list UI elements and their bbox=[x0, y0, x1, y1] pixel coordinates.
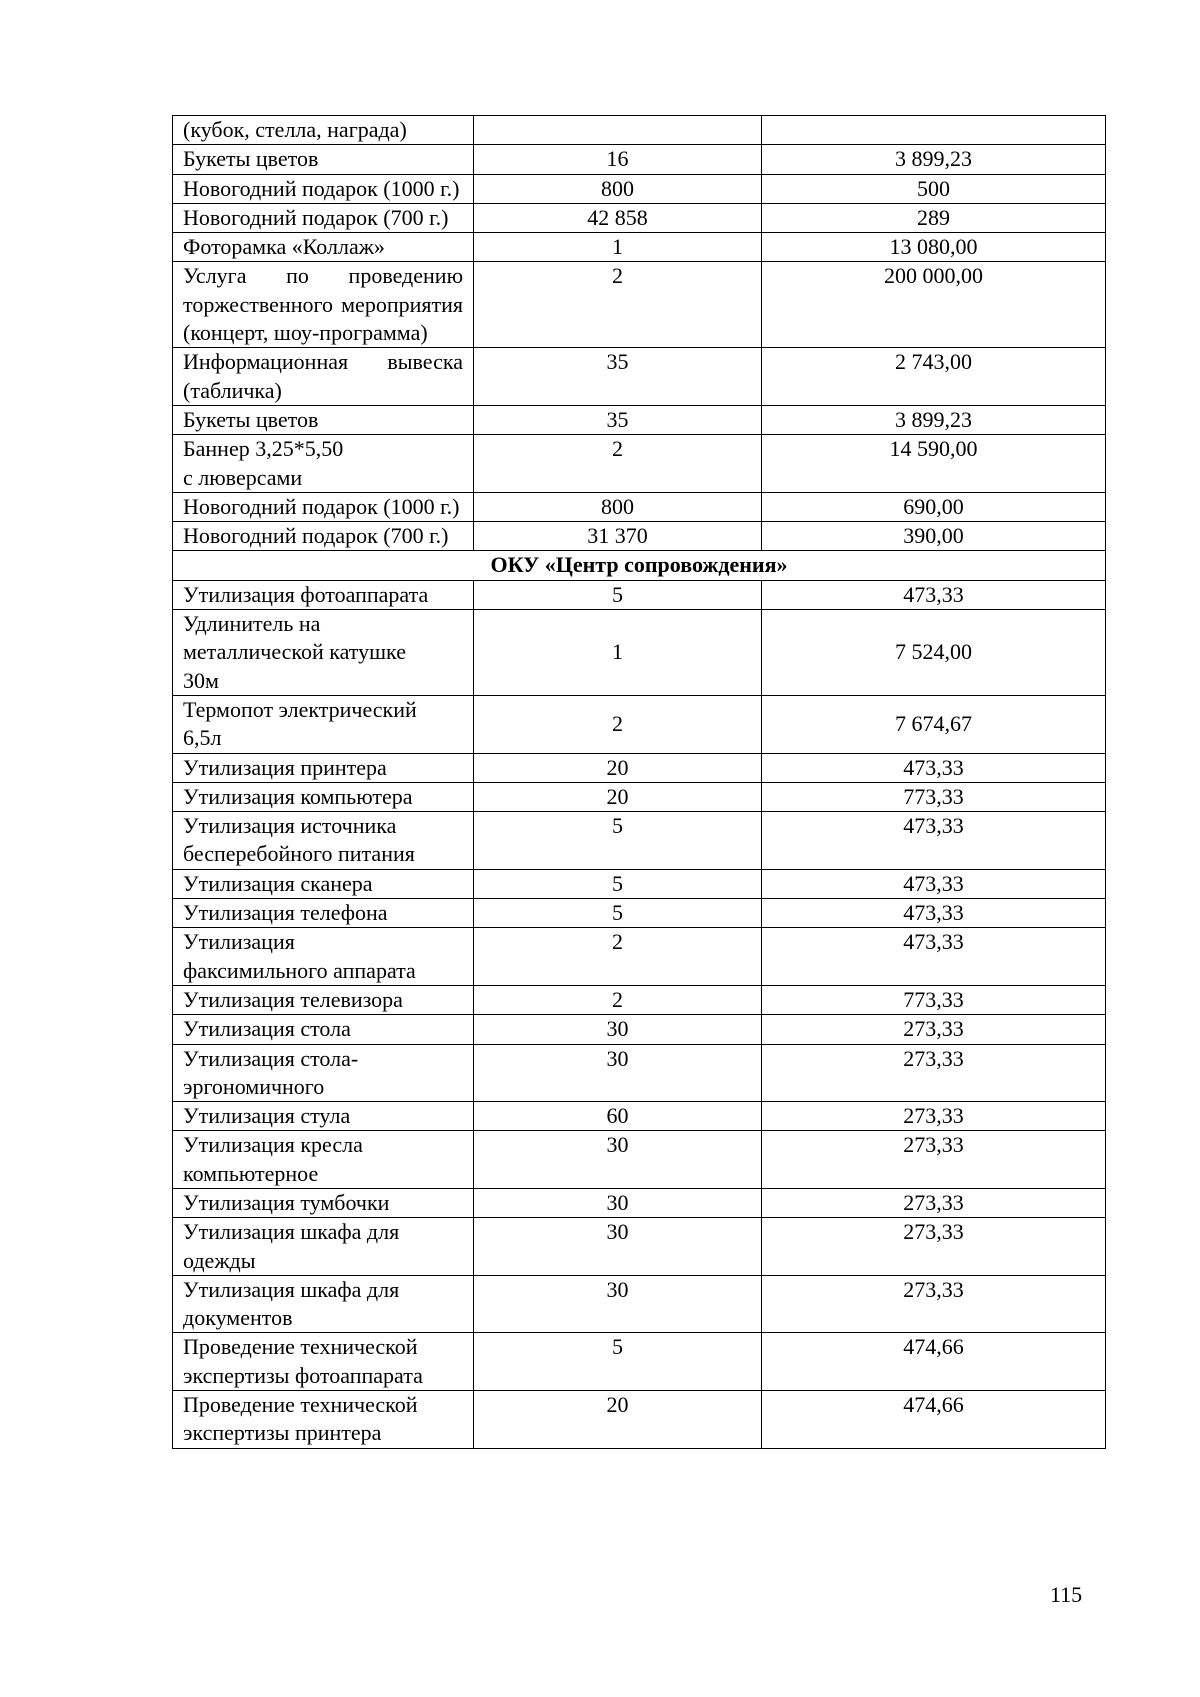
item-name-cell: Новогодний подарок (1000 г.) bbox=[173, 174, 474, 203]
item-name-cell: Букеты цветов bbox=[173, 145, 474, 174]
price-cell: 7 524,00 bbox=[762, 610, 1106, 696]
table-row bbox=[173, 610, 1106, 696]
table-row bbox=[173, 233, 1106, 262]
quantity-cell: 31 370 bbox=[474, 522, 762, 551]
price-cell: 200 000,00 bbox=[762, 262, 1106, 348]
table-row bbox=[173, 405, 1106, 434]
price-cell: 473,33 bbox=[762, 869, 1106, 898]
quantity-cell: 2 bbox=[474, 928, 762, 986]
table-row bbox=[173, 580, 1106, 609]
quantity-cell: 2 bbox=[474, 262, 762, 348]
quantity-cell: 30 bbox=[474, 1188, 762, 1217]
price-cell: 473,33 bbox=[762, 812, 1106, 870]
quantity-cell: 35 bbox=[474, 348, 762, 406]
price-cell: 473,33 bbox=[762, 753, 1106, 782]
table-row bbox=[173, 753, 1106, 782]
item-name-cell: Новогодний подарок (700 г.) bbox=[173, 522, 474, 551]
item-name-cell: Проведение технической экспертизы фотоаппарата bbox=[173, 1333, 474, 1391]
price-cell: 473,33 bbox=[762, 928, 1106, 986]
table-row bbox=[173, 695, 1106, 753]
price-cell: 773,33 bbox=[762, 782, 1106, 811]
price-cell: 390,00 bbox=[762, 522, 1106, 551]
price-table bbox=[172, 115, 1106, 1449]
table-row bbox=[173, 203, 1106, 232]
quantity-cell: 20 bbox=[474, 1391, 762, 1449]
price-cell: 473,33 bbox=[762, 899, 1106, 928]
item-name-cell: Утилизация принтера bbox=[173, 753, 474, 782]
price-cell: 500 bbox=[762, 174, 1106, 203]
quantity-cell: 800 bbox=[474, 174, 762, 203]
quantity-cell: 5 bbox=[474, 1333, 762, 1391]
table-row bbox=[173, 174, 1106, 203]
quantity-cell: 5 bbox=[474, 812, 762, 870]
price-cell bbox=[762, 116, 1106, 145]
item-name-cell: Утилизация компьютера bbox=[173, 782, 474, 811]
table-row bbox=[173, 812, 1106, 870]
price-cell: 273,33 bbox=[762, 1131, 1106, 1189]
item-name-cell: Новогодний подарок (1000 г.) bbox=[173, 492, 474, 521]
price-cell: 7 674,67 bbox=[762, 695, 1106, 753]
price-cell: 273,33 bbox=[762, 1015, 1106, 1044]
quantity-cell: 20 bbox=[474, 782, 762, 811]
item-name-cell: Термопот электрический 6,5л bbox=[173, 695, 474, 753]
table-row bbox=[173, 1102, 1106, 1131]
price-cell: 3 899,23 bbox=[762, 145, 1106, 174]
quantity-cell: 800 bbox=[474, 492, 762, 521]
quantity-cell: 20 bbox=[474, 753, 762, 782]
table-row bbox=[173, 116, 1106, 145]
quantity-cell bbox=[474, 116, 762, 145]
table-body bbox=[173, 116, 1106, 1449]
table-row bbox=[173, 262, 1106, 348]
quantity-cell: 30 bbox=[474, 1218, 762, 1276]
item-name-cell: Удлинитель на металлической катушке 30м bbox=[173, 610, 474, 696]
item-name-cell: Информационная вывеска (табличка) bbox=[173, 348, 474, 406]
price-cell: 273,33 bbox=[762, 1275, 1106, 1333]
price-cell: 273,33 bbox=[762, 1102, 1106, 1131]
item-name-cell: Фоторамка «Коллаж» bbox=[173, 233, 474, 262]
table-row bbox=[173, 522, 1106, 551]
quantity-cell: 30 bbox=[474, 1015, 762, 1044]
item-name-cell: Утилизация стола bbox=[173, 1015, 474, 1044]
table-row bbox=[173, 1391, 1106, 1449]
quantity-cell: 1 bbox=[474, 610, 762, 696]
item-name-cell: Утилизация телефона bbox=[173, 899, 474, 928]
quantity-cell: 60 bbox=[474, 1102, 762, 1131]
price-cell: 474,66 bbox=[762, 1333, 1106, 1391]
quantity-cell: 42 858 bbox=[474, 203, 762, 232]
quantity-cell: 5 bbox=[474, 899, 762, 928]
price-cell: 690,00 bbox=[762, 492, 1106, 521]
price-cell: 289 bbox=[762, 203, 1106, 232]
table-row bbox=[173, 1044, 1106, 1102]
price-cell: 3 899,23 bbox=[762, 405, 1106, 434]
item-name-cell: Утилизация источника бесперебойного питания bbox=[173, 812, 474, 870]
item-name-cell: Утилизация шкафа для одежды bbox=[173, 1218, 474, 1276]
table-row bbox=[173, 1015, 1106, 1044]
table-row bbox=[173, 869, 1106, 898]
item-name-cell: Утилизация факсимильного аппарата bbox=[173, 928, 474, 986]
price-cell: 14 590,00 bbox=[762, 435, 1106, 493]
quantity-cell: 2 bbox=[474, 435, 762, 493]
table-row bbox=[173, 145, 1106, 174]
quantity-cell: 30 bbox=[474, 1044, 762, 1102]
item-name-cell: Букеты цветов bbox=[173, 405, 474, 434]
page-number: 115 bbox=[1050, 1582, 1083, 1607]
item-name-cell: Утилизация кресла компьютерное bbox=[173, 1131, 474, 1189]
item-name-cell: Проведение технической экспертизы принтера bbox=[173, 1391, 474, 1449]
table-row bbox=[173, 928, 1106, 986]
table-row bbox=[173, 1188, 1106, 1217]
table-row bbox=[173, 435, 1106, 493]
table-row bbox=[173, 492, 1106, 521]
item-name-cell: Утилизация стола- эргономичного bbox=[173, 1044, 474, 1102]
quantity-cell: 16 bbox=[474, 145, 762, 174]
price-cell: 273,33 bbox=[762, 1188, 1106, 1217]
quantity-cell: 30 bbox=[474, 1275, 762, 1333]
table-row bbox=[173, 348, 1106, 406]
table-row bbox=[173, 782, 1106, 811]
quantity-cell: 35 bbox=[474, 405, 762, 434]
price-cell: 273,33 bbox=[762, 1218, 1106, 1276]
price-cell: 2 743,00 bbox=[762, 348, 1106, 406]
quantity-cell: 1 bbox=[474, 233, 762, 262]
table-row bbox=[173, 985, 1106, 1014]
quantity-cell: 2 bbox=[474, 985, 762, 1014]
item-name-cell: Баннер 3,25*5,50 с люверсами bbox=[173, 435, 474, 493]
price-cell: 773,33 bbox=[762, 985, 1106, 1014]
item-name-cell: (кубок, стелла, награда) bbox=[173, 116, 474, 145]
price-cell: 13 080,00 bbox=[762, 233, 1106, 262]
price-cell: 473,33 bbox=[762, 580, 1106, 609]
table-row bbox=[173, 899, 1106, 928]
item-name-cell: Утилизация шкафа для документов bbox=[173, 1275, 474, 1333]
item-name-cell: Утилизация телевизора bbox=[173, 985, 474, 1014]
item-name-cell: Утилизация фотоаппарата bbox=[173, 580, 474, 609]
price-cell: 474,66 bbox=[762, 1391, 1106, 1449]
quantity-cell: 2 bbox=[474, 695, 762, 753]
item-name-cell: Утилизация стула bbox=[173, 1102, 474, 1131]
item-name-cell: Утилизация сканера bbox=[173, 869, 474, 898]
quantity-cell: 30 bbox=[474, 1131, 762, 1189]
table-row bbox=[173, 1333, 1106, 1391]
item-name-cell: Утилизация тумбочки bbox=[173, 1188, 474, 1217]
table-row bbox=[173, 1218, 1106, 1276]
section-title: ОКУ «Центр сопровождения» bbox=[173, 551, 1106, 580]
price-cell: 273,33 bbox=[762, 1044, 1106, 1102]
item-name-cell: Новогодний подарок (700 г.) bbox=[173, 203, 474, 232]
item-name-cell: Услуга по проведению торжественного мероприятия (концерт, шоу-программа) bbox=[173, 262, 474, 348]
quantity-cell: 5 bbox=[474, 580, 762, 609]
table-row bbox=[173, 1131, 1106, 1189]
quantity-cell: 5 bbox=[474, 869, 762, 898]
table-row bbox=[173, 1275, 1106, 1333]
section-header-row bbox=[173, 551, 1106, 580]
